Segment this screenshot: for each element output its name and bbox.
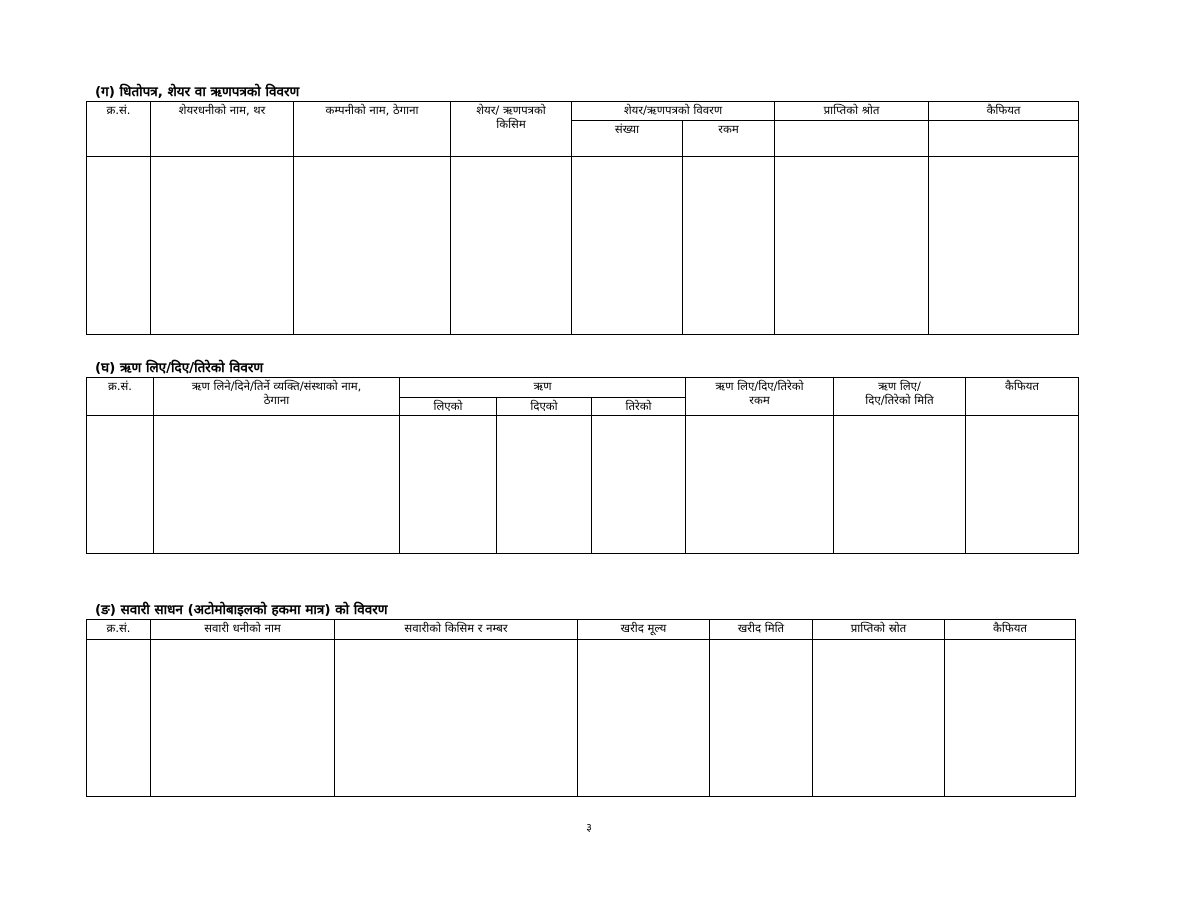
col-taken: लिएको xyxy=(400,398,497,416)
loan-table xyxy=(86,377,1079,554)
col-remarks-sub xyxy=(929,121,1079,157)
col-owner: सवारी धनीको नाम xyxy=(151,620,335,640)
securities-table xyxy=(86,101,1079,335)
col-loan: ऋण xyxy=(400,378,686,398)
col-sn: क्र.सं. xyxy=(87,620,151,640)
col-party-line1: ऋण लिने/दिने/तिर्ने व्यक्ति/संस्थाको नाम, xyxy=(191,379,362,393)
col-security-type-line2: किसिम xyxy=(496,117,526,131)
col-price: खरीद मूल्य xyxy=(578,620,710,640)
col-loan-date-line2: दिए/तिरेको मिति xyxy=(865,393,934,407)
col-loan-date-line1: ऋण लिए/ xyxy=(878,379,921,393)
col-security-type xyxy=(451,102,572,157)
col-vehicle: सवारीको किसिम र नम्बर xyxy=(335,620,578,640)
col-security-details: शेयर/ऋणपत्रको विवरण xyxy=(572,102,775,121)
section-g-title: (ग) धितोपत्र, शेयर वा ऋणपत्रको विवरण xyxy=(95,84,300,100)
col-security-type-line1: शेयर/ ऋणपत्रको xyxy=(476,103,546,117)
table-row xyxy=(87,416,1079,554)
page-number: ३ xyxy=(586,821,592,834)
col-sn: क्र.सं. xyxy=(87,102,151,157)
col-loan-amount-line2: रकम xyxy=(749,393,770,407)
col-paid: तिरेको xyxy=(592,398,686,416)
col-party-line2: ठेगाना xyxy=(263,393,290,407)
table-row xyxy=(87,157,1079,335)
col-source: प्राप्तिको श्रोत xyxy=(775,102,929,121)
col-company: कम्पनीको नाम, ठेगाना xyxy=(294,102,451,157)
col-source-sub xyxy=(775,121,929,157)
col-party xyxy=(154,378,400,416)
col-remarks: कैफियत xyxy=(929,102,1079,121)
section-gh-title: (घ) ऋण लिए/दिए/तिरेको विवरण xyxy=(95,360,264,376)
table-row xyxy=(87,640,1076,797)
section-ng-title: (ङ) सवारी साधन (अटोमोबाइलको हकमा मात्र) को विवरण xyxy=(95,602,388,618)
col-given: दिएको xyxy=(497,398,592,416)
col-source: प्राप्तिको स्रोत xyxy=(813,620,945,640)
vehicle-table xyxy=(86,619,1076,797)
col-remarks: कैफियत xyxy=(966,378,1079,416)
col-loan-amount-line1: ऋण लिए/दिए/तिरेको xyxy=(715,379,804,393)
col-count: संख्या xyxy=(572,121,683,157)
col-date: खरीद मिति xyxy=(710,620,813,640)
col-loan-amount xyxy=(686,378,834,416)
col-loan-date xyxy=(834,378,966,416)
col-sn: क्र.सं. xyxy=(87,378,154,416)
col-remarks: कैफियत xyxy=(945,620,1076,640)
col-amount: रकम xyxy=(683,121,775,157)
col-holder-name: शेयरधनीको नाम, थर xyxy=(151,102,294,157)
